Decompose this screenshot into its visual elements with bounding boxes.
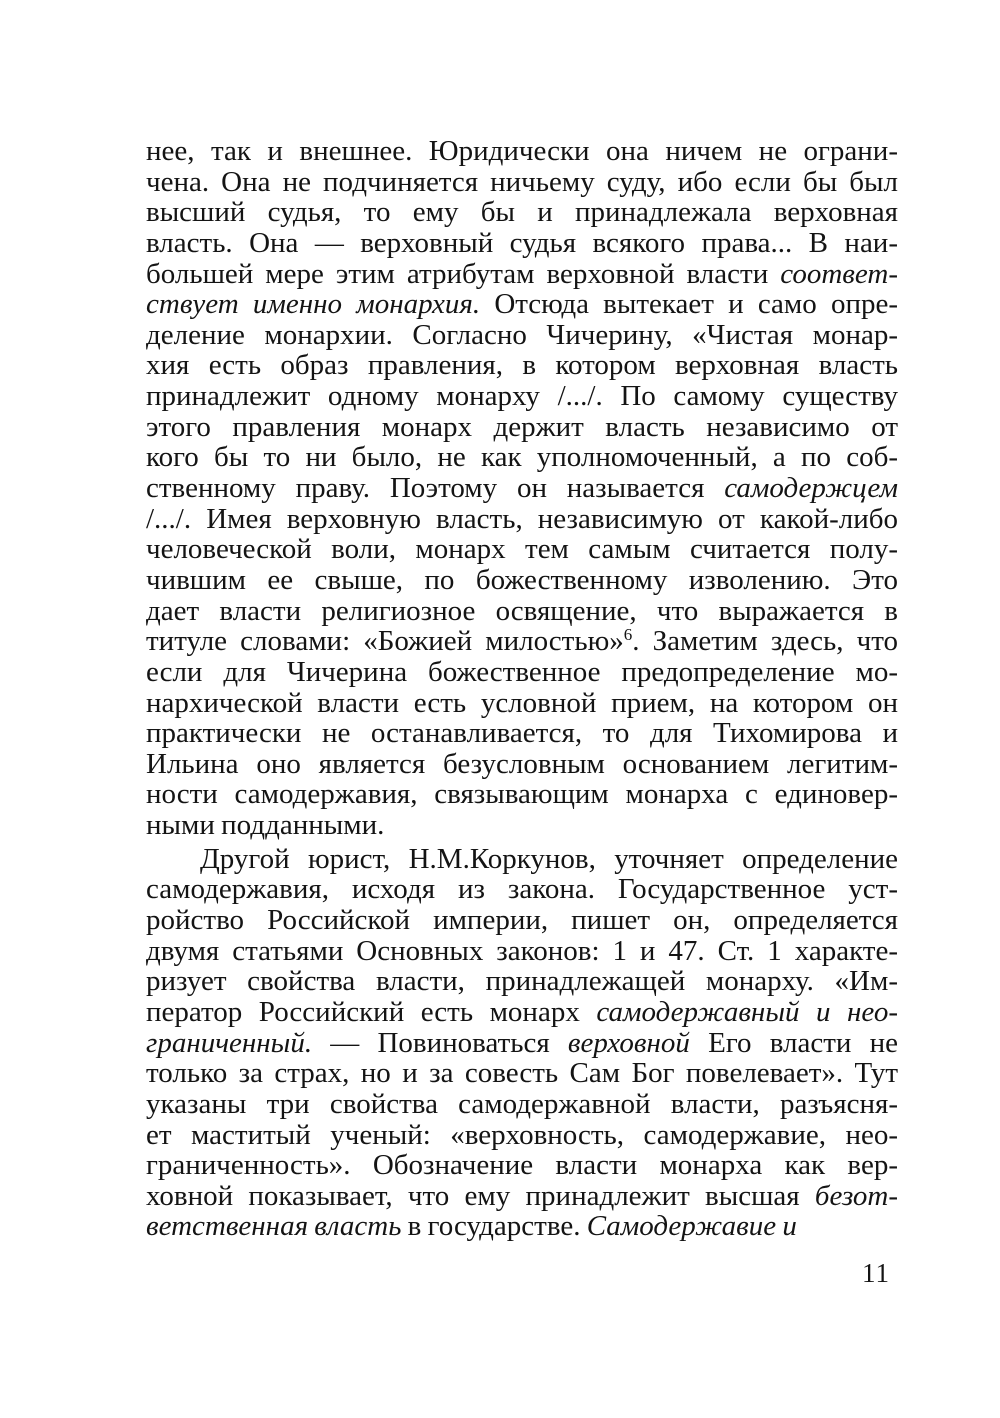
text-line — [146, 381, 898, 412]
text-run: граниченный. — [146, 1026, 313, 1059]
text-line — [146, 350, 898, 381]
text-run: ет маститый ученый: «верховность, самодержавие, нео- — [146, 1118, 898, 1151]
text-run: самодержцем — [724, 472, 898, 505]
text-run: ственному праву. Поэтому он называется — [146, 472, 725, 505]
text-run: ными подданными. — [146, 809, 385, 842]
paragraph — [146, 136, 898, 841]
text-line — [146, 1211, 898, 1242]
text-run: Его власти не — [689, 1026, 898, 1059]
text-run: хия есть образ правления, в котором верховная власть — [146, 349, 898, 382]
text-run: высший судья, то ему бы и принадлежала верховная — [146, 196, 898, 229]
text-line — [146, 626, 898, 657]
text-run: нее, так и внешнее. Юридически она ничем не ограни- — [146, 135, 898, 167]
text-run: ройство Российской империи, пишет он, определяется — [146, 904, 898, 937]
text-run: чившим ее свыше, по божественному изволению. Это — [146, 563, 898, 596]
text-run: в государстве. — [401, 1210, 587, 1243]
text-line — [146, 320, 898, 351]
text-run: этого правления монарх держит власть независимо от — [146, 410, 898, 443]
text-run: граниченность». Обозначение власти монарха как вер- — [146, 1149, 898, 1182]
text-line — [146, 1089, 898, 1120]
text-line — [146, 504, 898, 535]
text-run: двумя статьями Основных законов: 1 и 47. Ст. 1 характе- — [146, 934, 898, 967]
text-run: ризует свойства власти, принадлежащей монарху. «Им- — [146, 965, 898, 998]
text-run: большей мере этим атрибутам верховной власти — [146, 257, 781, 290]
text-run: титуле словами: «Божией милостью» — [146, 625, 624, 658]
text-line — [146, 779, 898, 810]
text-line — [146, 534, 898, 565]
text-run: ператор Российский есть монарх — [146, 995, 597, 1028]
text-run: Отсюда вытекает и само опре- — [480, 288, 898, 321]
text-run: если для Чичерина божественное предопределение мо- — [146, 655, 898, 688]
text-run: дает власти религиозное освящение, что выражается в — [146, 594, 898, 627]
text-run: принадлежит одному монарху /.../. По самому существу — [146, 380, 898, 413]
text-run: . Заметим здесь, что — [632, 625, 898, 658]
footnote-ref: 6 — [623, 625, 633, 645]
text-line — [146, 688, 898, 719]
text-line — [146, 197, 898, 228]
page-number: 11 — [862, 1258, 890, 1288]
text-run: практически не останавливается, то для Тихомирова и — [146, 717, 898, 750]
text-run: безот- — [814, 1179, 898, 1212]
text-run: кого бы то ни было, не как уполномоченный, а по соб- — [146, 441, 898, 474]
text-run: Самодержавие и — [586, 1210, 797, 1243]
text-run: ветственная власть — [146, 1210, 402, 1243]
text-line — [146, 565, 898, 596]
text-run: власть. Она — верховный судья всякого права... В наи- — [146, 226, 898, 259]
text-line — [146, 412, 898, 443]
text-run: /.../. Имея верховную власть, независимую от какой-либо — [146, 502, 898, 535]
body-text — [146, 136, 898, 1242]
text-line — [146, 596, 898, 627]
text-line — [146, 810, 898, 841]
text-line — [146, 1028, 898, 1059]
text-run: самодержавный и нео- — [596, 995, 898, 1028]
text-line — [146, 749, 898, 780]
text-line — [146, 905, 898, 936]
text-run: — Повиноваться — [312, 1026, 568, 1059]
text-run: Другой юрист, Н.М.Коркунов, уточняет определение — [200, 842, 898, 875]
text-line — [146, 259, 898, 290]
text-line — [146, 228, 898, 259]
text-run: только за страх, но и за совесть Сам Бог повелевает». Тут — [146, 1057, 898, 1090]
text-line — [146, 167, 898, 198]
text-line — [146, 657, 898, 688]
text-run: нархической власти есть условной прием, на котором он — [146, 686, 898, 719]
text-line — [146, 136, 898, 167]
text-run: указаны три свойства самодержавной власти, разъясня- — [146, 1087, 898, 1120]
text-run: самодержавия, исходя из закона. Государственное уст- — [146, 873, 898, 906]
text-line — [146, 874, 898, 905]
text-line — [146, 442, 898, 473]
text-run: Ильина оно является безусловным основанием легитим- — [146, 747, 898, 780]
text-run: ствует именно монархия. — [146, 288, 481, 321]
text-run: верховной — [567, 1026, 690, 1059]
text-line — [146, 844, 898, 875]
text-run: деление монархии. Согласно Чичерину, «Чистая монар- — [146, 318, 898, 351]
text-line — [146, 1181, 898, 1212]
paragraph — [146, 844, 898, 1242]
text-run: человеческой воли, монарх тем самым считается полу- — [146, 533, 898, 566]
text-line — [146, 289, 898, 320]
text-run: чена. Она не подчиняется ничьему суду, ибо если бы был — [146, 165, 898, 198]
text-line — [146, 966, 898, 997]
text-line — [146, 936, 898, 967]
text-line — [146, 1150, 898, 1181]
text-run: соответ- — [780, 257, 898, 290]
text-run: ховной показывает, что ему принадлежит высшая — [146, 1179, 815, 1212]
text-line — [146, 718, 898, 749]
text-run: ности самодержавия, связывающим монарха с единовер- — [146, 778, 898, 811]
text-line — [146, 1058, 898, 1089]
text-line — [146, 1120, 898, 1151]
text-line — [146, 473, 898, 504]
text-line — [146, 997, 898, 1028]
